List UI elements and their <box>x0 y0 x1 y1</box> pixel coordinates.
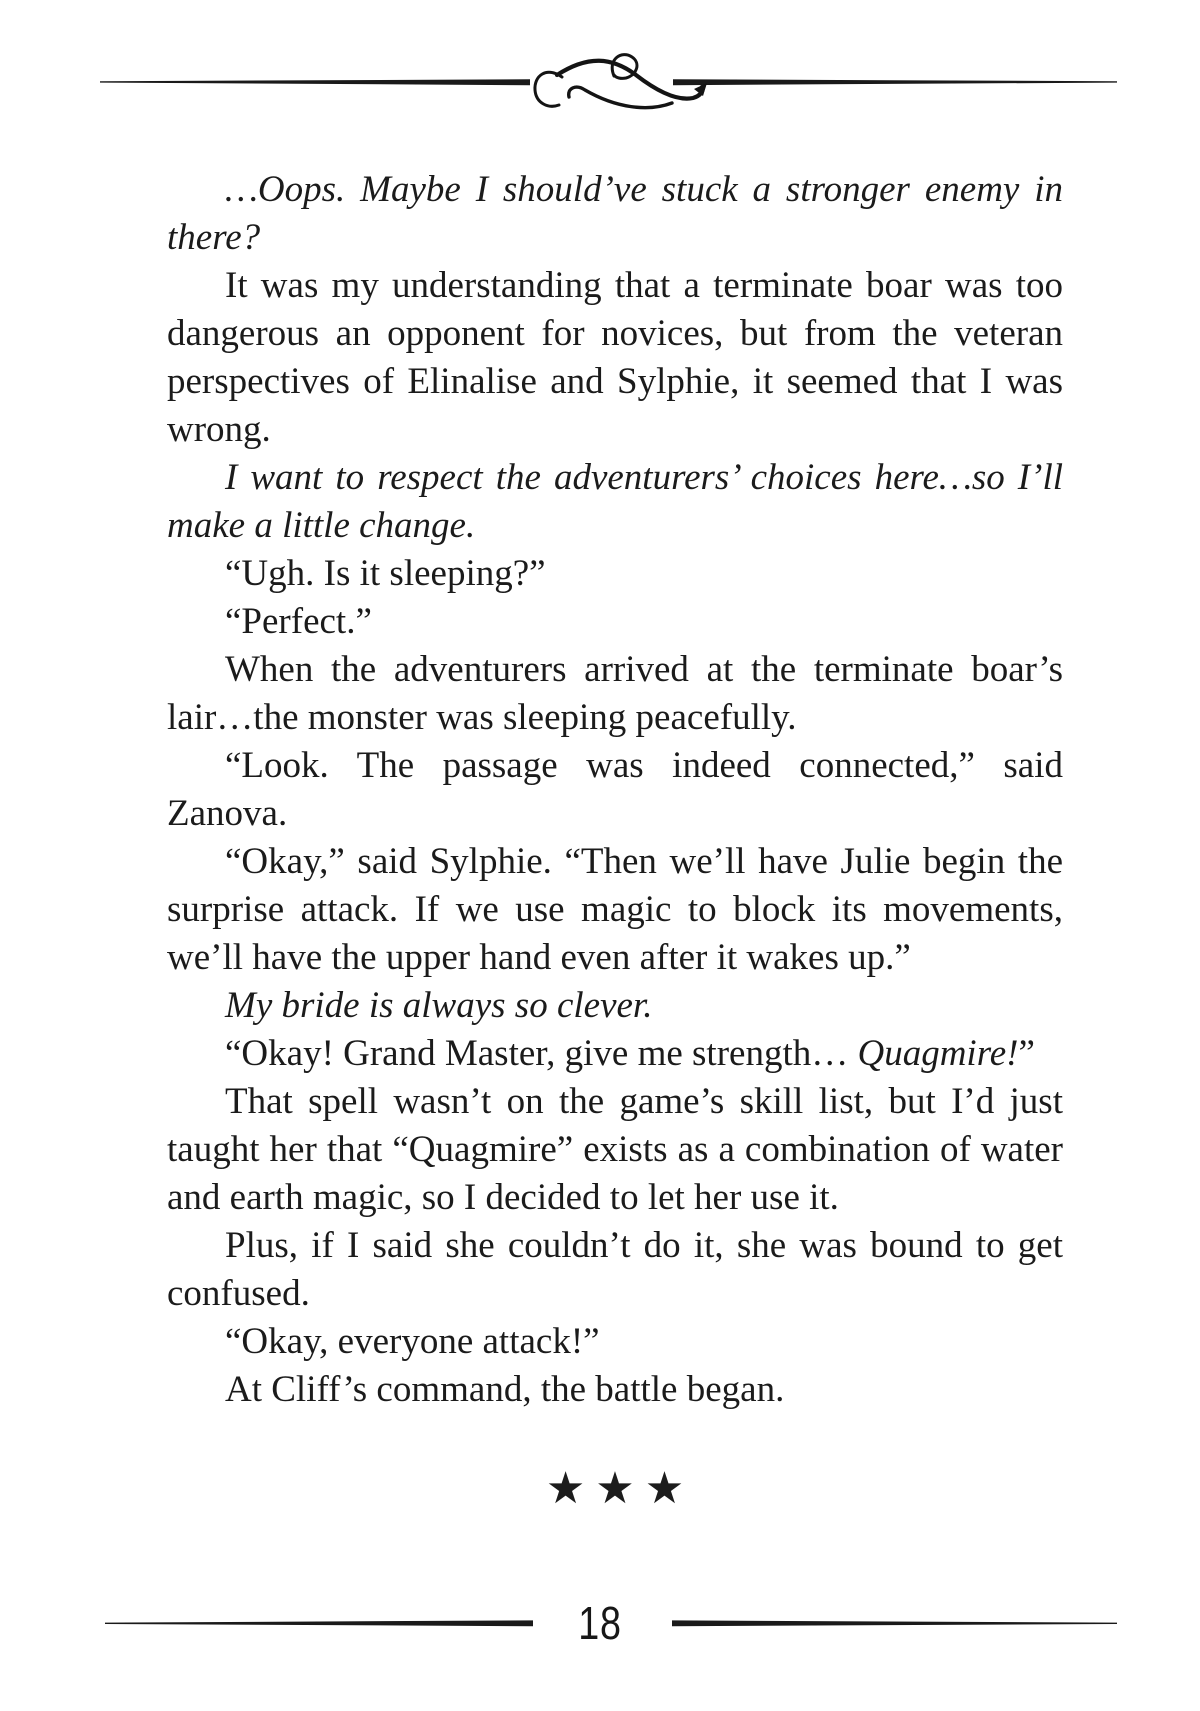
paragraph <box>167 1366 1063 1414</box>
italic-text: I want to respect the adventurers’ choices here…so I’ll make a little change. <box>167 457 1063 546</box>
paragraph <box>167 598 1063 646</box>
paragraph <box>167 1222 1063 1318</box>
text-run: “Okay, everyone attack!” <box>225 1321 600 1362</box>
paragraph <box>167 838 1063 982</box>
paragraph <box>167 646 1063 742</box>
scene-break-stars: ★★★ <box>545 1463 695 1514</box>
paragraph <box>167 262 1063 454</box>
text-run: Plus, if I said she couldn’t do it, she was bound to get confused. <box>167 1225 1063 1314</box>
text-run: That spell wasn’t on the game’s skill list, but I’d just taught her that “Quagmire” exists as a combination of water and earth magic, so I decided to let her use it. <box>167 1081 1063 1218</box>
paragraph <box>167 1030 1063 1078</box>
header-divider <box>0 0 1200 140</box>
paragraph <box>167 982 1063 1030</box>
paragraph <box>167 454 1063 550</box>
text-run: “Perfect.” <box>225 601 372 642</box>
text-run: “Ugh. Is it sleeping?” <box>225 553 546 594</box>
italic-text: Quagmire! <box>857 1033 1019 1074</box>
italic-text: …Oops. Maybe I should’ve stuck a stronger enemy in there? <box>167 169 1063 258</box>
text-run: “Look. The passage was indeed connected,” said Zanova. <box>167 745 1063 834</box>
tapered-rule-right <box>673 79 1117 85</box>
italic-text: My bride is always so clever. <box>225 985 653 1026</box>
paragraph <box>167 1318 1063 1366</box>
paragraph <box>167 742 1063 838</box>
tapered-rule-left <box>100 79 530 85</box>
paragraph <box>167 1078 1063 1222</box>
body-text <box>167 166 1063 1414</box>
text-run: When the adventurers arrived at the terminate boar’s lair…the monster was sleeping peacefully. <box>167 649 1063 738</box>
text-run: It was my understanding that a terminate boar was too dangerous an opponent for novices, but from the veteran perspectives of Elinalise and Sylphie, it seemed that I was wrong. <box>167 265 1063 450</box>
text-run: ” <box>1018 1033 1035 1074</box>
text-run: At Cliff’s command, the battle began. <box>225 1369 785 1410</box>
page-number: 18 <box>578 1597 622 1649</box>
paragraph <box>167 550 1063 598</box>
text-run: “Okay,” said Sylphie. “Then we’ll have Julie begin the surprise attack. If we use magic to block its movements, we’ll have the upper hand even after it wakes up.” <box>167 841 1063 978</box>
text-run: “Okay! Grand Master, give me strength… <box>225 1033 858 1074</box>
paragraph <box>167 166 1063 262</box>
